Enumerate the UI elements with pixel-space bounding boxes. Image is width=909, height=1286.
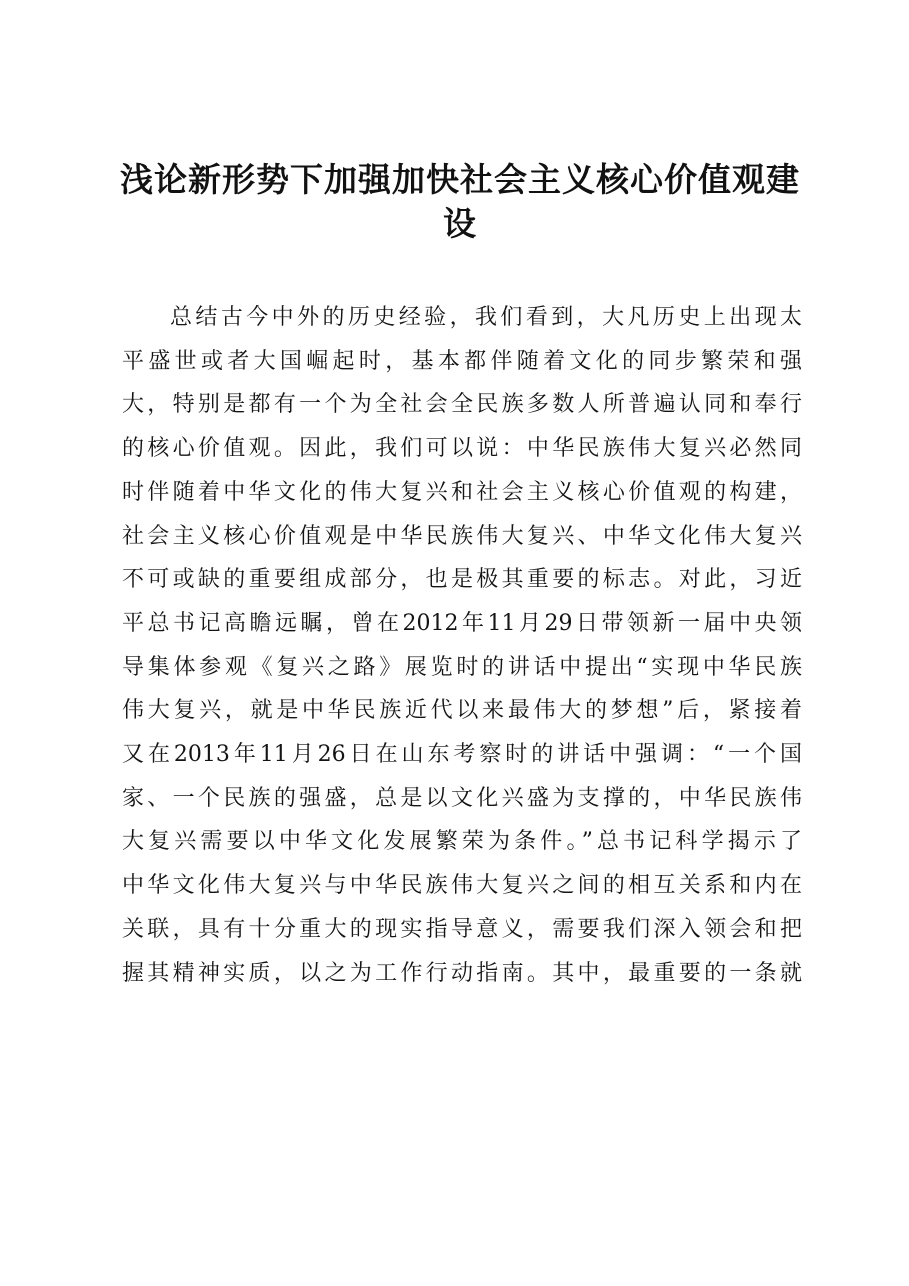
paragraph-line-2: 平盛世或者大国崛起时，基本都伴随着文化的同步繁荣和强 <box>122 348 802 374</box>
paragraph-line-11: 又在2013年11月26日在山东考察时的讲话中强调：“一个国 <box>122 742 802 768</box>
paragraph-line-1: 总结古今中外的历史经验，我们看到，大凡历史上出现太 <box>170 305 802 330</box>
paragraph-line-15: 关联，具有十分重大的现实指导意义，需要我们深入领会和把 <box>122 916 802 942</box>
title-line-2: 设 <box>443 204 477 243</box>
document-title <box>110 158 810 246</box>
title-line-1: 浅论新形势下加强加快社会主义核心价值观建 <box>120 160 800 199</box>
paragraph-line-16: 握其精神实质，以之为工作行动指南。其中，最重要的一条就 <box>122 960 802 986</box>
paragraph-line-14: 中华文化伟大复兴与中华民族伟大复兴之间的相互关系和内在 <box>122 873 802 899</box>
paragraph-line-3: 大，特别是都有一个为全社会全民族多数人所普遍认同和奉行 <box>122 392 802 418</box>
paragraph-line-12: 家、一个民族的强盛，总是以文化兴盛为支撑的，中华民族伟 <box>122 785 802 811</box>
paragraph-line-9: 导集体参观《复兴之路》展览时的讲话中提出“实现中华民族 <box>122 654 802 680</box>
paragraph-line-7: 不可或缺的重要组成部分，也是极其重要的标志。对此，习近 <box>122 567 802 593</box>
body-paragraph <box>122 296 802 995</box>
paragraph-line-8: 平总书记高瞻远瞩，曾在2012年11月29日带领新一届中央领 <box>122 610 802 636</box>
paragraph-line-4: 的核心价值观。因此，我们可以说：中华民族伟大复兴必然同 <box>122 436 802 462</box>
paragraph-line-13: 大复兴需要以中华文化发展繁荣为条件。”总书记科学揭示了 <box>122 829 802 855</box>
paragraph-line-10: 伟大复兴，就是中华民族近代以来最伟大的梦想”后，紧接着 <box>122 698 802 724</box>
paragraph-line-5: 时伴随着中华文化的伟大复兴和社会主义核心价值观的构建， <box>122 479 802 505</box>
paragraph-line-6: 社会主义核心价值观是中华民族伟大复兴、中华文化伟大复兴 <box>122 523 802 549</box>
